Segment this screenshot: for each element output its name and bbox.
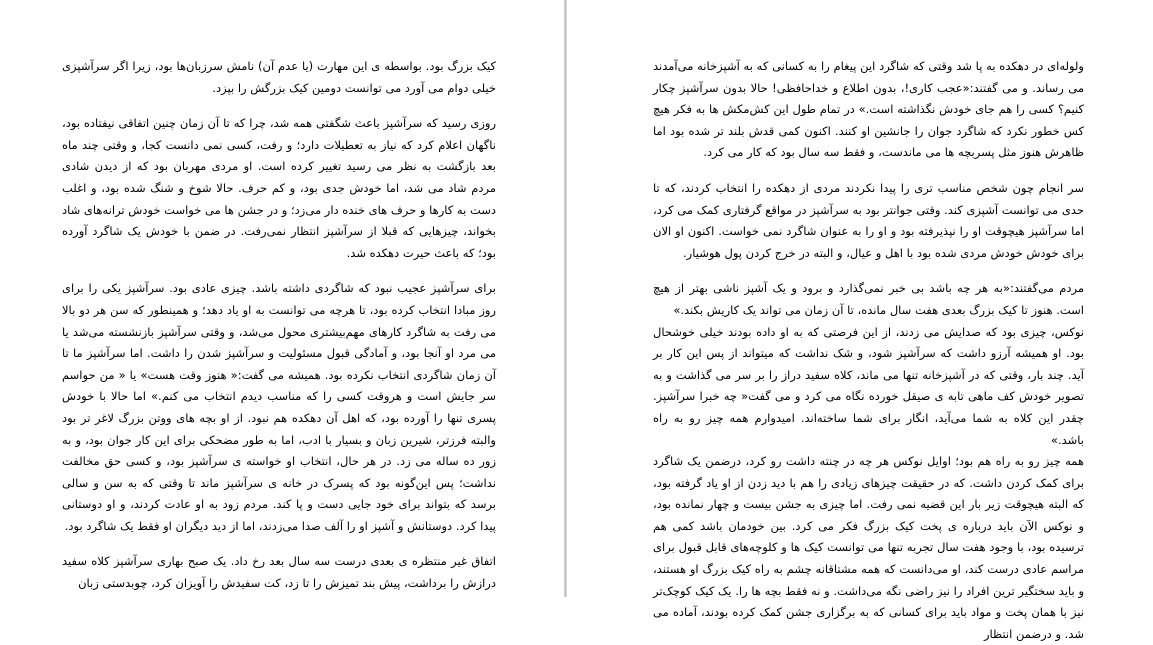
left-page — [0, 0, 565, 597]
left-page-text-column — [62, 56, 496, 597]
paragraph: نوکس، چیزی بود که صدایش می زدند، از این فرصتی که به او داده بودند خیلی خوشحال بود. او همیشه آرزو داشت که سرآشپز شود، و شک نداشت که میتواند از پس این کار بر آید. چند بار، وقتی که در آشپزخانه تنها می ماند، کلاه سفید دراز را بر سر می گذاشت و به تصویر خودش کف ماهی تابه ی صیقل خورده نگاه می کرد و می گفت« چه خبرا سرآشپز. چقدر این کلاه به شما می‌آید، انگار برای شما ساخته‌اند. امیدوارم همه چیز رو به راه باشد.» — [653, 324, 1084, 447]
right-page-text-column — [653, 56, 1084, 641]
right-page — [567, 0, 1153, 641]
paragraph: همه چیز رو به راه هم بود؛ اوایل نوکس هر چه در چنته داشت رو کرد، درضمن یک شاگرد برای کمک کردن داشت. که در حقیقت چیزهای زیادی را هم با دید زدن از او یاد گرفته بود، که البته هیچوقت زیر بار این قضیه نمی رفت. اما چیزی به جشن بیست و چهار نمانده بود، و نوکس الآن باید درباره ی پخت کیک بزرگ فکر می کرد. بین خودمان باشد کمی هم ترسیده بود، با وجود هفت سال تجربه تنها می توانست کیک ها و کلوچه‌های قابل قبول برای مراسم عادی درست کند، او می‌دانست که همه مشتاقانه چشم به راه کیک بزرگ او هستند، و باید سختگیر ترین افراد را نیز راضی نگه می‌داشت. و نه فقط بچه ها را. یک کیک کوچک‌تر نیز با همان پخت و مواد باید برای کسانی که به برگزاری جشن کمک کرده بودند، آماده می شد. و درضمن انتظار — [653, 454, 1084, 641]
paragraph: اتفاق غیر منتظره ی بعدی درست سه سال بعد رخ داد. یک صبح بهاری سرآشپز کلاه سفید درازش را برداشت، پیش بند تمیزش را تا زد، کت سفیدش را آویزان کرد، چوبدستی زبان — [62, 554, 496, 591]
paragraph: کیک بزرگ بود. بواسطه ی این مهارت (یا عدم آن) نامش سرزبان‌ها بود، زیرا اگر سرآشپزی خیلی دوام می آورد می توانست دومین کیک بزرگش را بپزد. — [62, 59, 496, 95]
paragraph: ولوله‌ای در دهکده به پا شد وقتی که شاگرد این پیغام را به کسانی که به آشپزخانه می‌آمدند می رساند. و می گفتند:«عجب کاری!، بدون اطلاع و خداحافظی! حالا بدون سرآشپز چکار کنیم؟ کسی را هم جای خودش نگذاشته است.» در تمام طول این کش‌مکش ها به فکر هیچ کس خطور نکرد که شاگرد جوان را جانشین او کنند. اکنون کمی قدش بلند تر شده بود اما ظاهرش هنوز مثل پسربچه ها می ماندست، و فقط سه سال بود که کار می کرد. — [653, 59, 1084, 160]
paragraph: روزی رسید که سرآشپز باعث شگفتی همه شد، چرا که تا آن زمان چنین اتفاقی نیفتاده بود، ناگهان اعلام کرد که نیاز به تعطیلات دارد؛ و رفت، کسی نمی دانست کجا، و وقتی چند ماه بعد بازگشت به نظر می رسید تغییر کرده است. او مردی مهربان بود که از دیدن شادی مردم شاد می شد، اما خودش جدی بود، و کم حرف. حالا شوخ و شنگ شده بود، و اغلب دست به کارها و حرف های خنده دار می‌زد؛ و در جشن ها می خواست خودش ترانه‌های شاد بخواند، چیزهایی که قبلا از سرآشپز انتظار نمی‌رفت. در ضمن با خودش یک شاگرد آورده بود؛ که باعث حیرت دهکده شد. — [62, 116, 496, 260]
paragraph: سر انجام چون شخص مناسب تری را پیدا نکردند مردی از دهکده را انتخاب کردند، که تا حدی می توانست آشپزی کند. وقتی جوانتر بود به سرآشپز در مواقع گرفتاری کمک می کرد، اما سرآشپز هیچوقت او را نپذیرفته بود و او را به عنوان شاگرد نمی خواست. اکنون او الان برای خودش خودش مردی شده بود با اهل و عیال، و البته در خرج کردن پول هوشیار. — [653, 180, 1084, 260]
paragraph: مردم می‌گفتند:«به هر چه باشد بی خبر نمی‌گذارد و برود و یک آشپز ناشی بهتر از هیچ است. هنوز تا کیک بزرگ بعدی هفت سال مانده، تا آن زمان می تواند یک کاریش بکند.» — [653, 281, 1084, 317]
paragraph: برای سرآشپز عجیب نبود که شاگردی داشته باشد. چیزی عادی بود. سرآشپز یکی را برای روز مبادا انتخاب کرده بود، تا هرچه می توانست به او یاد دهد؛ و همینطور که سن هر دو بالا می رفت به شاگرد کارهای مهم‌بیشتری محول می‌شد، و وقتی سرآشپز بازنشسته می‌شد یا می مرد او آنجا بود، و آمادگی قبول مسئولیت و سرآشپز شدن را داشت. اما سرآشپز ما تا آن زمان شاگردی انتخاب نکرده بود. همیشه می گفت:« هنوز وقت هست» یا « من حواسم سر جایش است و هروقت کسی را که مناسب دیدم انتخاب می کنم.» اما حالا با خودش پسری تنها را آورده بود، که اهل آن دهکده هم نبود. از او بچه های ووتن بزرگ لاغر تر بود والبته فرزتر، شیرین زبان و بسیار با ادب، اما به طور مضحکی برای این کار جوان بود، و به زور ده ساله می زد. در هر حال، انتخاب او خواسته ی سرآشپز بود، و کسی حق مخالفت نداشت؛ پس این‌گونه بود که پسرک در خانه ی سرآشپز ماند تا وقتی که به سن و سالی برسد که بتواند برای خود جایی دست و پا کند. مردم زود به او عادت کردند، و او دوستانی پیدا کرد. دوستانش و آشپز او را آلف صدا می‌زدند، اما از دید دیگران او فقط یک شاگرد بود. — [62, 281, 496, 533]
